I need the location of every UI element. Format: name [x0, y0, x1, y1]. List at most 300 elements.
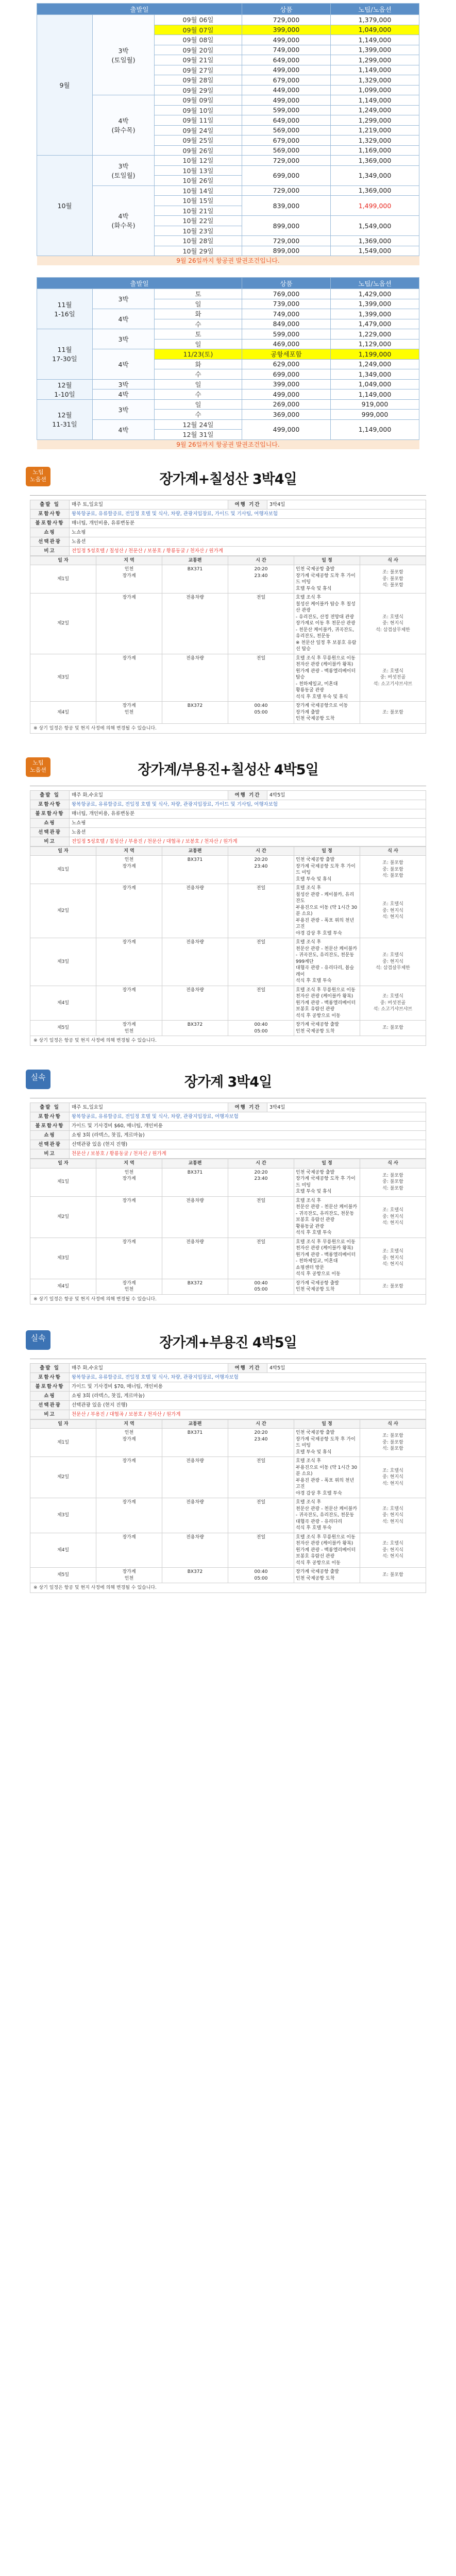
schedule-header-cell: 교통편 [162, 1159, 228, 1168]
info-label: 여행 기간 [228, 1103, 267, 1112]
card-footnote: ※ 상기 일정은 항공 및 현지 사정에 의해 변경될 수 있습니다. [30, 1583, 426, 1593]
day-cell: 제3일 [30, 1498, 96, 1533]
price-row [37, 329, 419, 340]
price-row [37, 379, 419, 389]
group-cell: 3박 (토일월) [93, 15, 155, 95]
notip-price-cell: 1,229,000 [331, 329, 419, 340]
info-value: 선택관광 있음 (현지 진행) [70, 1140, 426, 1149]
price-cell: 569,000 [242, 145, 331, 156]
schedule-header-cell: 식 사 [360, 1419, 426, 1429]
price-cell: 649,000 [242, 55, 331, 65]
date-cell: 10월 23일 [155, 226, 242, 236]
schedule-header-cell: 지 역 [96, 1419, 162, 1429]
time-cell: 00:40 05:00 [228, 1568, 294, 1583]
schedule-header [30, 1159, 426, 1168]
transport-cell: 전용차량 [162, 986, 228, 1021]
transport-cell: 전용차량 [162, 1457, 228, 1498]
info-label: 불포함사항 [30, 1122, 70, 1131]
info-row [30, 1400, 426, 1410]
info-label: 쇼핑 [30, 1131, 70, 1140]
time-cell: 00:40 05:00 [228, 1021, 294, 1036]
info-label: 포함사항 [30, 1372, 70, 1382]
schedule-header-cell: 일 정 [294, 846, 360, 856]
price-cell: 599,000 [242, 329, 331, 340]
place-cell: 장가계 인천 [96, 1279, 162, 1294]
place-cell: 장가계 [96, 1238, 162, 1279]
schedule-header-cell: 교통편 [162, 556, 228, 565]
schedule-header-cell: 식 사 [360, 1159, 426, 1168]
price-cell: 499,000 [242, 389, 331, 400]
price-cell: 499,000 [242, 65, 331, 75]
place-cell: 장가계 [96, 938, 162, 986]
schedule-day-row [30, 565, 426, 594]
meal-cell: 조: 호텔식 중: 버섯전골 석: 소고기샤브샤브 [360, 654, 426, 702]
schedule-header-cell: 일 자 [30, 556, 96, 565]
date-cell: 09월 11일 [155, 115, 242, 126]
plan-cell: 인천 국제공항 출발 장가계 국제공항 도착 후 가이드 미팅 호텔 투숙 및 휴식 [294, 1168, 360, 1196]
notip-price-cell: 999,000 [331, 410, 419, 420]
price-cell: 499,000 [242, 35, 331, 45]
info-value: 왕복항공료, 유류할증료, 전일정 호텔 및 식사, 차량, 관광지입장료, 여행자보험 [70, 1112, 426, 1122]
notip-price-cell: 1,169,000 [331, 145, 419, 156]
info-value: 천문산 / 보봉호 / 황룡동굴 / 천자산 / 원가계 [70, 1149, 426, 1159]
schedule-day-row [30, 1196, 426, 1238]
place-cell: 장가계 [96, 1457, 162, 1498]
schedule-day-row [30, 1457, 426, 1498]
schedule-header-cell: 시 간 [228, 846, 294, 856]
price-row [37, 419, 419, 430]
price-cell: 469,000 [242, 339, 331, 349]
meal-cell: 조: 호텔식 중: 현지식 석: 현지식 [360, 1238, 426, 1279]
notip-price-cell: 1,349,000 [331, 165, 419, 185]
notip-price-cell: 1,149,000 [331, 95, 419, 106]
schedule-header-cell: 일 정 [294, 1419, 360, 1429]
date-cell: 09월 29일 [155, 85, 242, 95]
info-label: 쇼핑 [30, 1391, 70, 1400]
time-cell: 20:20 23:40 [228, 856, 294, 884]
info-label: 출발 일 [30, 790, 70, 800]
plan-cell: 호텔 조식 후 천문산 관광 - 천문산 케이블카 - 귀곡잔도, 유리잔도, 천문동 999계단 대협곡 관광 - 유리다리, 봅슬레이 석식 후 호텔 투숙 [294, 938, 360, 986]
day-cell: 제4일 [30, 986, 96, 1021]
group-cell: 3박 [93, 329, 155, 349]
price-cell: 749,000 [242, 45, 331, 55]
info-row [30, 500, 426, 509]
price-row [37, 289, 419, 299]
date-cell: 10월 26일 [155, 176, 242, 186]
price-cell: 399,000 [242, 25, 331, 35]
time-cell: 전일 [228, 1238, 294, 1279]
place-cell: 인천 장가계 [96, 1429, 162, 1457]
info-value: 노옵션 [70, 827, 426, 837]
info-label: 쇼핑 [30, 528, 70, 537]
notip-price-cell: 1,549,000 [331, 246, 419, 256]
meal-cell: 조: 호텔식 중: 현지식 석: 현지식 [360, 884, 426, 938]
price-row [37, 399, 419, 410]
info-label: 불포함사항 [30, 1382, 70, 1391]
info-table [30, 1363, 426, 1419]
place-cell: 장가계 [96, 1196, 162, 1238]
price-row [37, 95, 419, 106]
notip-price-cell: 1,479,000 [331, 319, 419, 329]
info-row [30, 1391, 426, 1400]
day-cell: 화 [155, 359, 242, 369]
schedule-day-row [30, 1533, 426, 1568]
plan-cell: 인천 국제공항 출발 장가계 국제공항 도착 후 가이드 미팅 호텔 투숙 및 휴식 [294, 856, 360, 884]
day-cell: 제3일 [30, 938, 96, 986]
price-table-2-section [0, 277, 456, 449]
meal-cell: 조: 호텔식 중: 현지식 석: 삼겹살무제한 [360, 594, 426, 654]
plan-cell: 장가계 국제공항 출발 인천 국제공항 도착 [294, 1021, 360, 1036]
day-cell: 수 [155, 319, 242, 329]
schedule-day-row [30, 1498, 426, 1533]
product-badge: 실속 [26, 1330, 50, 1350]
transport-cell: BX371 [162, 1429, 228, 1457]
price-cell: 729,000 [242, 15, 331, 25]
info-label: 쇼핑 [30, 818, 70, 827]
card-title: 장가계 3박4일 [184, 1074, 272, 1090]
schedule-header-cell: 교통편 [162, 846, 228, 856]
info-label: 비고 [30, 1149, 70, 1159]
time-cell: 전일 [228, 884, 294, 938]
info-value: 노쇼핑 [70, 528, 426, 537]
transport-cell: BX371 [162, 856, 228, 884]
notip-price-cell: 1,329,000 [331, 135, 419, 146]
info-row [30, 1363, 426, 1372]
info-label: 비고 [30, 546, 70, 555]
schedule-header-cell: 지 역 [96, 556, 162, 565]
info-row [30, 1372, 426, 1382]
notip-price-cell: 1,049,000 [331, 379, 419, 389]
price-cell: 499,000 [242, 95, 331, 106]
transport-cell: 전용차량 [162, 1238, 228, 1279]
notip-price-cell: 1,369,000 [331, 185, 419, 196]
day-cell: 일 [155, 339, 242, 349]
schedule-header-cell: 교통편 [162, 1419, 228, 1429]
info-label: 비고 [30, 1410, 70, 1419]
info-value: 왕복항공료, 유류할증료, 전일정 호텔 및 식사, 차량, 관광지입장료, 가이드 및 기사팁, 여행자보험 [70, 509, 426, 518]
notip-price-cell: 1,369,000 [331, 236, 419, 246]
info-row [30, 818, 426, 827]
price-cell: 729,000 [242, 185, 331, 196]
card-title: 장가계+부용진 4박5일 [159, 1334, 297, 1351]
group-cell: 3박 [93, 379, 155, 389]
schedule-table [30, 846, 426, 1037]
notip-price-cell: 1,349,000 [331, 369, 419, 380]
month-cell: 10월 [37, 156, 93, 256]
info-label: 불포함사항 [30, 518, 70, 528]
transport-cell: 전용차량 [162, 884, 228, 938]
notip-price-cell: 1,369,000 [331, 156, 419, 166]
group-cell: 3박 [93, 289, 155, 309]
notip-price-cell: 1,399,000 [331, 309, 419, 319]
notip-price-cell: 1,049,000 [331, 25, 419, 35]
transport-cell: 전용차량 [162, 1196, 228, 1238]
info-row [30, 546, 426, 555]
price-row [37, 15, 419, 25]
info-value: 노쇼핑 [70, 818, 426, 827]
group-cell: 4박 [93, 389, 155, 400]
place-cell: 장가계 인천 [96, 1568, 162, 1583]
transport-cell: 전용차량 [162, 1533, 228, 1568]
place-cell: 장가계 [96, 1498, 162, 1533]
day-cell: 제1일 [30, 1168, 96, 1196]
schedule-header [30, 846, 426, 856]
schedule-header-cell: 식 사 [360, 846, 426, 856]
info-value: 가이드 및 기사경비 $60, 매너팁, 개인비용 [70, 1122, 426, 1131]
table-2-note: 9월 26일까지 항공권 발권조건입니다. [37, 440, 419, 449]
schedule-header-cell: 일 정 [294, 556, 360, 565]
place-cell: 장가계 [96, 1533, 162, 1568]
time-cell: 전일 [228, 654, 294, 702]
place-cell: 장가계 [96, 594, 162, 654]
info-value: 천문산 / 부용진 / 대협곡 / 보봉호 / 천자산 / 원가계 [70, 1410, 426, 1419]
meal-cell: 조: 불포함 [360, 702, 426, 724]
schedule-header [30, 1419, 426, 1429]
day-cell: 제2일 [30, 1196, 96, 1238]
meal-cell: 조: 불포함 [360, 1021, 426, 1036]
schedule-day-row [30, 1279, 426, 1294]
product-card [0, 1066, 456, 1304]
product-badge: 노팁 노옵션 [26, 757, 50, 777]
date-cell: 09월 21일 [155, 55, 242, 65]
day-cell: 제4일 [30, 1279, 96, 1294]
day-cell: 수 [155, 389, 242, 400]
date-cell: 09월 07일 [155, 25, 242, 35]
plan-cell: 인천 국제공항 출발 장가계 국제공항 도착 후 가이드 미팅 호텔 투숙 및 휴식 [294, 1429, 360, 1457]
price-cell: 679,000 [242, 75, 331, 86]
info-label: 선택관광 [30, 1140, 70, 1149]
info-label: 포함사항 [30, 1112, 70, 1122]
header-departure: 출발일 [37, 278, 242, 289]
transport-cell: BX372 [162, 702, 228, 724]
price-cell: 569,000 [242, 125, 331, 135]
day-cell: 제2일 [30, 1457, 96, 1498]
notip-price-cell: 1,099,000 [331, 85, 419, 95]
notip-price-cell: 919,000 [331, 399, 419, 410]
place-cell: 인천 장가계 [96, 856, 162, 884]
info-row [30, 1131, 426, 1140]
price-row [37, 389, 419, 400]
time-cell: 전일 [228, 986, 294, 1021]
price-cell: 649,000 [242, 115, 331, 126]
price-table-1-section [0, 0, 456, 265]
notip-price-cell: 1,219,000 [331, 125, 419, 135]
schedule-table [30, 1159, 426, 1295]
schedule-header-cell: 식 사 [360, 556, 426, 565]
price-table-2 [37, 277, 419, 440]
info-row [30, 1410, 426, 1419]
info-row [30, 837, 426, 846]
info-value: 매너팁, 개인비용, 유류변동분 [70, 518, 426, 528]
info-label: 여행 기간 [228, 500, 267, 509]
info-table [30, 1103, 426, 1159]
info-value: 왕복항공료, 유류할증료, 전일정 호텔 및 식사, 차량, 관광지입장료, 여행자보험 [70, 1372, 426, 1382]
product-badge: 노팁 노옵션 [26, 467, 50, 486]
schedule-header-cell: 일 자 [30, 1419, 96, 1429]
month-cell: 11월 17-30일 [37, 329, 93, 380]
notip-price-cell: 1,399,000 [331, 45, 419, 55]
card-footnote: ※ 상기 일정은 항공 및 현지 사정에 의해 변경될 수 있습니다. [30, 1036, 426, 1046]
price-cell: 699,000 [242, 165, 331, 185]
price-row [37, 349, 419, 360]
day-cell: 12월 24일 [155, 419, 242, 430]
transport-cell: BX371 [162, 565, 228, 594]
meal-cell: 조: 호텔식 중: 버섯전골 석: 소고기샤브샤브 [360, 986, 426, 1021]
group-cell: 3박 (토일월) [93, 156, 155, 186]
date-cell: 09월 28일 [155, 75, 242, 86]
info-value: 전일정 5성호텔 / 칠성산 / 부용진 / 천문산 / 대협곡 / 보봉호 / 천자산 / 원가계 [70, 837, 426, 846]
card-footnote: ※ 상기 일정은 항공 및 현지 사정에 의해 변경될 수 있습니다. [30, 724, 426, 734]
price-cell: 629,000 [242, 359, 331, 369]
price-cell: 599,000 [242, 105, 331, 115]
plan-cell: 호텔 조식 후 무릉원으로 이동 천자산 관광 (케이블카 왕복) 원가계 관광 - 백룡엘리베이터 탑승 - 천하제일교, 미혼대 황룡동굴 관광 석식 후 호텔 투숙 및 휴식 [294, 654, 360, 702]
price-table-1 [37, 3, 419, 256]
notip-price-cell: 1,199,000 [331, 349, 419, 360]
time-cell: 전일 [228, 1533, 294, 1568]
date-cell: 09월 08일 [155, 35, 242, 45]
info-row [30, 518, 426, 528]
price-row [37, 185, 419, 196]
day-cell: 토 [155, 289, 242, 299]
time-cell: 00:40 05:00 [228, 702, 294, 724]
place-cell: 장가계 인천 [96, 702, 162, 724]
price-cell: 399,000 [242, 379, 331, 389]
plan-cell: 호텔 조식 후 부용진으로 이동 (약 1시간 30분 소요) 부용진 관광 - 폭포 위의 천년고진 야경 감상 후 호텔 투숙 [294, 1457, 360, 1498]
meal-cell: 조: 호텔식 중: 현지식 석: 삼겹살무제한 [360, 938, 426, 986]
notip-price-cell: 1,149,000 [331, 419, 419, 439]
table-1-note: 9월 26일까지 항공권 발권조건입니다. [37, 256, 419, 265]
time-cell: 전일 [228, 1196, 294, 1238]
schedule-day-row [30, 938, 426, 986]
info-value: 왕복항공료, 유류할증료, 전일정 호텔 및 식사, 차량, 관광지입장료, 가이드 및 기사팁, 여행자보험 [70, 800, 426, 809]
info-row [30, 809, 426, 818]
transport-cell: 전용차량 [162, 1498, 228, 1533]
info-row [30, 1103, 426, 1112]
product-card [0, 754, 456, 1046]
info-label: 선택관광 [30, 1400, 70, 1410]
header-departure: 출발일 [37, 4, 242, 15]
time-cell: 20:20 23:40 [228, 1168, 294, 1196]
plan-cell: 호텔 조식 후 칠성산 관광 - 케이블카, 유리잔도 부용진으로 이동 (약 1시간 30분 소요) 부용진 관광 - 폭포 위의 천년고진 야경 감상 후 호텔 투숙 [294, 884, 360, 938]
group-cell: 4박 [93, 349, 155, 380]
info-value: 매주 화,수요일 [70, 1363, 228, 1372]
month-cell: 12월 1-10일 [37, 379, 93, 399]
info-label: 여행 기간 [228, 1363, 267, 1372]
schedule-header-cell: 지 역 [96, 1159, 162, 1168]
meal-cell: 조: 호텔식 중: 현지식 석: 현지식 [360, 1196, 426, 1238]
schedule-day-row [30, 654, 426, 702]
price-cell: 739,000 [242, 299, 331, 309]
time-cell: 전일 [228, 1457, 294, 1498]
info-label: 포함사항 [30, 800, 70, 809]
info-row [30, 509, 426, 518]
group-cell: 4박 (화수목) [93, 185, 155, 256]
price-cell: 749,000 [242, 309, 331, 319]
info-value: 매너팁, 개인비용, 유류변동분 [70, 809, 426, 818]
date-cell: 09월 27일 [155, 65, 242, 75]
card-footnote: ※ 상기 일정은 항공 및 현지 사정에 의해 변경될 수 있습니다. [30, 1295, 426, 1304]
group-cell: 4박 (화수목) [93, 95, 155, 156]
day-cell: 제2일 [30, 594, 96, 654]
price-cell: 679,000 [242, 135, 331, 146]
info-value: 매주 화,수요일 [70, 790, 228, 800]
price-row [37, 156, 419, 166]
meal-cell: 조: 불포함 중: 불포함 석: 불포함 [360, 565, 426, 594]
plan-cell: 장가계 국제공항 출발 인천 국제공항 도착 [294, 1568, 360, 1583]
info-value: 선택관광 있음 (현지 진행) [70, 1400, 426, 1410]
schedule-header-cell: 일 정 [294, 1159, 360, 1168]
info-row [30, 1382, 426, 1391]
schedule-day-row [30, 1568, 426, 1583]
schedule-day-row [30, 856, 426, 884]
info-value: 매주 토,일요일 [70, 1103, 228, 1112]
plan-cell: 호텔 조식 후 천문산 관광 - 천문산 케이블카 - 귀곡잔도, 유리잔도, 천문동 대협곡 관광 - 유리다리 석식 후 호텔 투숙 [294, 1498, 360, 1533]
date-cell: 10월 15일 [155, 196, 242, 206]
transport-cell: BX372 [162, 1279, 228, 1294]
plan-cell: 장가계 국제공항으로 이동 장가계 출발 인천 국제공항 도착 [294, 702, 360, 724]
notip-price-cell: 1,329,000 [331, 75, 419, 86]
info-label: 선택관광 [30, 827, 70, 837]
schedule-day-row [30, 1168, 426, 1196]
plan-cell: 인천 국제공항 출발 장가계 국제공항 도착 후 가이드 미팅 호텔 투숙 및 휴식 [294, 565, 360, 594]
meal-cell: 조: 호텔식 중: 현지식 석: 현지식 [360, 1533, 426, 1568]
meal-cell: 조: 호텔식 중: 현지식 석: 현지식 [360, 1457, 426, 1498]
meal-cell: 조: 불포함 중: 불포함 석: 불포함 [360, 1168, 426, 1196]
info-label: 비고 [30, 837, 70, 846]
month-cell: 12월 11-31일 [37, 399, 93, 439]
info-row [30, 790, 426, 800]
meal-cell: 조: 불포함 중: 불포함 석: 불포함 [360, 1429, 426, 1457]
info-value: 4박5일 [267, 790, 426, 800]
notip-price-cell: 1,149,000 [331, 35, 419, 45]
product-card [0, 1327, 456, 1594]
info-row [30, 537, 426, 546]
plan-cell: 호텔 조식 후 무릉원으로 이동 천자산 관광 (케이블카 왕복) 원가계 관광 - 백룡엘리베이터 보봉호 유람선 관광 석식 후 공항으로 이동 [294, 986, 360, 1021]
schedule-header-cell: 지 역 [96, 846, 162, 856]
day-cell: 일 [155, 399, 242, 410]
header-notip: 노팁/노옵션 [331, 4, 419, 15]
notip-price-cell: 1,499,000 [331, 196, 419, 216]
schedule-day-row [30, 1238, 426, 1279]
schedule-table [30, 556, 426, 724]
time-cell: 20:20 23:40 [228, 565, 294, 594]
card-title: 장가계+칠성산 3박4일 [159, 471, 297, 487]
notip-price-cell: 1,299,000 [331, 115, 419, 126]
info-value: 전일정 5성호텔 / 칠성산 / 천문산 / 보봉호 / 황룡동굴 / 천자산 / 원가계 [70, 546, 426, 555]
day-cell: 제1일 [30, 1429, 96, 1457]
notip-price-cell: 1,379,000 [331, 15, 419, 25]
info-value: 3박4일 [267, 500, 426, 509]
day-cell: 제1일 [30, 856, 96, 884]
info-row [30, 1112, 426, 1122]
notip-price-cell: 1,399,000 [331, 299, 419, 309]
schedule-header-cell: 시 간 [228, 1419, 294, 1429]
price-cell: 769,000 [242, 289, 331, 299]
header-notip: 노팁/노옵션 [331, 278, 419, 289]
info-value: 쇼핑 3회 (라텍스, 찻집, 게르마늄) [70, 1391, 426, 1400]
info-label: 포함사항 [30, 509, 70, 518]
month-cell: 11월 1-16일 [37, 289, 93, 329]
info-table [30, 500, 426, 556]
card-title-bar [30, 1327, 426, 1359]
notip-price-cell: 1,249,000 [331, 359, 419, 369]
schedule-day-row [30, 884, 426, 938]
notip-price-cell: 1,429,000 [331, 289, 419, 299]
price-cell: 369,000 [242, 410, 331, 420]
card-title-bar [30, 1066, 426, 1098]
schedule-day-row [30, 986, 426, 1021]
card-title: 장가계/부용진+칠성산 4박5일 [138, 761, 318, 778]
